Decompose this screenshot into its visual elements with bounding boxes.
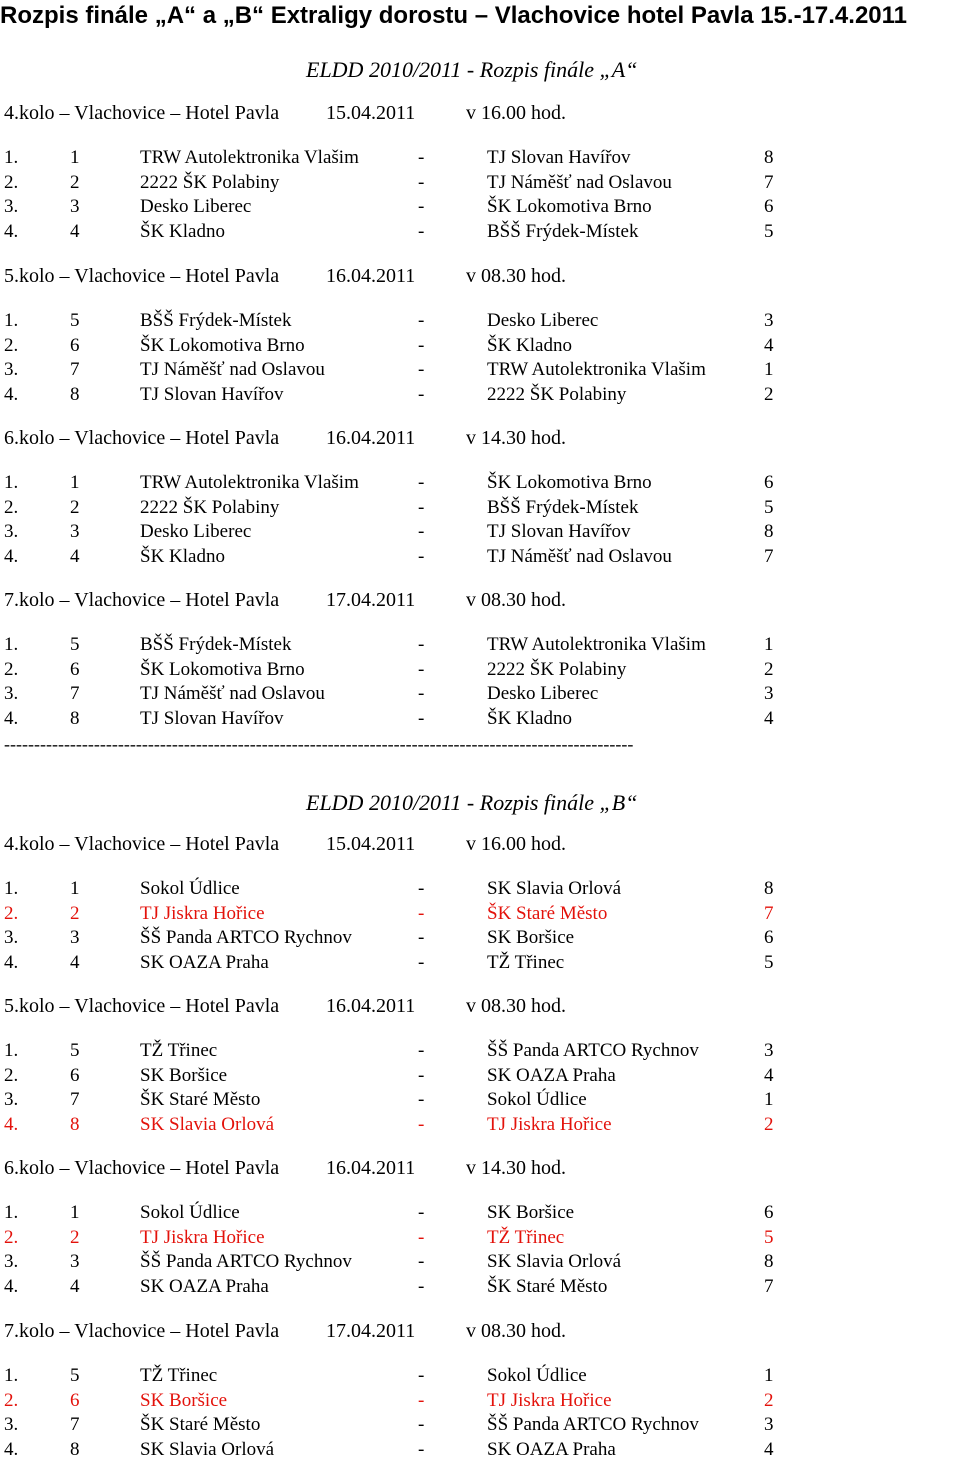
round-time: v 14.30 hod.	[466, 1157, 566, 1179]
match-row	[4, 1251, 804, 1275]
match-dash: -	[418, 196, 425, 218]
match-dash: -	[418, 1439, 425, 1461]
home-team: Sokol Údlice	[140, 1202, 240, 1223]
match-dash: -	[418, 1114, 425, 1136]
away-seed: 7	[764, 546, 774, 568]
match-number: 4.	[4, 1276, 19, 1298]
away-team: BŠŠ Frýdek-Místek	[487, 496, 639, 518]
match-row	[4, 1202, 804, 1226]
match-dash: -	[418, 1365, 425, 1386]
away-seed: 6	[764, 927, 774, 949]
section-heading: ELDD 2010/2011 - Rozpis finále „B“	[306, 790, 638, 815]
home-seed: 6	[70, 658, 80, 680]
away-seed: 6	[764, 1202, 774, 1223]
match-number: 1.	[4, 1365, 19, 1386]
match-number: 2.	[4, 658, 19, 680]
away-seed: 8	[764, 147, 774, 168]
away-team: Sokol Údlice	[487, 1089, 587, 1111]
match-number: 1.	[4, 1202, 19, 1223]
match-row	[4, 221, 804, 245]
home-seed: 3	[70, 196, 80, 218]
match-row	[4, 1040, 804, 1064]
home-team: ŠK Lokomotiva Brno	[140, 658, 305, 680]
section-separator: ---------------------------------------------------------------------------------------------------------	[4, 734, 634, 754]
away-seed: 7	[764, 171, 774, 193]
home-seed: 7	[70, 359, 80, 381]
match-row	[4, 1227, 804, 1251]
match-row	[4, 335, 804, 359]
away-team: Desko Liberec	[487, 310, 599, 331]
match-dash: -	[418, 634, 425, 655]
home-seed: 8	[70, 1114, 80, 1136]
away-team: TJ Jiskra Hořice	[487, 1389, 612, 1411]
home-seed: 8	[70, 1439, 80, 1461]
away-team: SK OAZA Praha	[487, 1064, 616, 1086]
match-dash: -	[418, 496, 425, 518]
match-number: 1.	[4, 1040, 19, 1061]
round-time: v 14.30 hod.	[466, 427, 566, 449]
away-team: ŠK Staré Město	[487, 1276, 608, 1298]
home-seed: 4	[70, 546, 80, 568]
section-heading: ELDD 2010/2011 - Rozpis finále „A“	[306, 57, 638, 82]
round-label: 5.kolo – Vlachovice – Hotel Pavla	[4, 995, 280, 1017]
home-seed: 2	[70, 171, 80, 193]
away-team: ŠK Staré Město	[487, 902, 608, 924]
home-seed: 1	[70, 472, 80, 493]
home-team: SK Boršice	[140, 1389, 228, 1411]
home-team: 2222 ŠK Polabiny	[140, 171, 280, 193]
away-seed: 5	[764, 496, 774, 518]
away-team: ŠK Kladno	[487, 334, 572, 356]
round-label: 4.kolo – Vlachovice – Hotel Pavla	[4, 102, 280, 124]
home-seed: 1	[70, 147, 80, 168]
round-time: v 08.30 hod.	[466, 265, 566, 287]
match-number: 3.	[4, 521, 19, 543]
home-seed: 8	[70, 384, 80, 406]
home-team: TŽ Třinec	[140, 1365, 218, 1386]
match-number: 4.	[4, 384, 19, 406]
match-number: 3.	[4, 359, 19, 381]
home-team: Sokol Údlice	[140, 878, 240, 899]
away-seed: 1	[764, 359, 774, 381]
match-number: 3.	[4, 1414, 19, 1436]
match-number: 4.	[4, 1114, 19, 1136]
away-seed: 3	[764, 1414, 774, 1436]
away-team: ŠŠ Panda ARTCO Rychnov	[487, 1040, 699, 1061]
match-number: 2.	[4, 334, 19, 356]
match-row	[4, 1439, 804, 1463]
away-seed: 6	[764, 196, 774, 218]
match-row	[4, 546, 804, 570]
match-row	[4, 659, 804, 683]
round-date: 16.04.2011	[326, 995, 416, 1017]
match-dash: -	[418, 902, 425, 924]
match-dash: -	[418, 310, 425, 331]
match-dash: -	[418, 334, 425, 356]
home-seed: 8	[70, 708, 80, 730]
match-dash: -	[418, 1389, 425, 1411]
match-dash: -	[418, 521, 425, 543]
match-row	[4, 878, 804, 902]
away-seed: 3	[764, 310, 774, 331]
home-team: TJ Náměšť nad Oslavou	[140, 359, 325, 381]
away-seed: 7	[764, 1276, 774, 1298]
round-label: 6.kolo – Vlachovice – Hotel Pavla	[4, 1157, 280, 1179]
match-number: 1.	[4, 472, 19, 493]
away-team: TJ Slovan Havířov	[487, 147, 631, 168]
home-seed: 6	[70, 1064, 80, 1086]
away-team: 2222 ŠK Polabiny	[487, 658, 627, 680]
match-row	[4, 903, 804, 927]
away-seed: 8	[764, 1251, 774, 1273]
match-row	[4, 1114, 804, 1138]
match-dash: -	[418, 546, 425, 568]
round-date: 17.04.2011	[326, 1320, 416, 1342]
round-label: 7.kolo – Vlachovice – Hotel Pavla	[4, 589, 280, 611]
away-seed: 3	[764, 683, 774, 705]
away-team: TŽ Třinec	[487, 1226, 565, 1248]
match-dash: -	[418, 683, 425, 705]
match-row	[4, 683, 804, 707]
match-row	[4, 1065, 804, 1089]
match-dash: -	[418, 658, 425, 680]
match-number: 3.	[4, 927, 19, 949]
match-number: 2.	[4, 496, 19, 518]
round-label: 4.kolo – Vlachovice – Hotel Pavla	[4, 833, 280, 855]
match-row	[4, 472, 804, 496]
away-team: TRW Autolektronika Vlašim	[487, 359, 706, 381]
home-seed: 5	[70, 310, 80, 331]
home-team: SK Boršice	[140, 1064, 228, 1086]
round-date: 16.04.2011	[326, 1157, 416, 1179]
home-team: BŠŠ Frýdek-Místek	[140, 634, 292, 655]
home-team: ŠŠ Panda ARTCO Rychnov	[140, 927, 352, 949]
match-number: 1.	[4, 878, 19, 899]
match-dash: -	[418, 147, 425, 168]
home-seed: 2	[70, 1226, 80, 1248]
home-team: 2222 ŠK Polabiny	[140, 496, 280, 518]
away-team: TJ Slovan Havířov	[487, 521, 631, 543]
match-row	[4, 1390, 804, 1414]
away-team: ŠK Kladno	[487, 708, 572, 730]
home-seed: 4	[70, 952, 80, 974]
away-seed: 3	[764, 1040, 774, 1061]
home-seed: 6	[70, 334, 80, 356]
match-row	[4, 196, 804, 220]
away-team: SK Boršice	[487, 1202, 575, 1223]
away-seed: 4	[764, 1064, 774, 1086]
match-row	[4, 384, 804, 408]
away-seed: 8	[764, 878, 774, 899]
home-team: TJ Slovan Havířov	[140, 384, 284, 406]
match-number: 4.	[4, 952, 19, 974]
home-seed: 5	[70, 1040, 80, 1061]
home-seed: 4	[70, 221, 80, 243]
home-team: SK OAZA Praha	[140, 952, 269, 974]
home-seed: 1	[70, 1202, 80, 1223]
match-dash: -	[418, 708, 425, 730]
away-team: TRW Autolektronika Vlašim	[487, 634, 706, 655]
match-dash: -	[418, 1202, 425, 1223]
home-team: ŠŠ Panda ARTCO Rychnov	[140, 1251, 352, 1273]
match-row	[4, 1365, 804, 1389]
match-number: 2.	[4, 1389, 19, 1411]
match-row	[4, 708, 804, 732]
match-number: 1.	[4, 310, 19, 331]
match-number: 4.	[4, 546, 19, 568]
away-seed: 5	[764, 952, 774, 974]
away-seed: 2	[764, 1389, 774, 1411]
away-seed: 2	[764, 384, 774, 406]
home-team: Desko Liberec	[140, 196, 252, 218]
away-team: SK Slavia Orlová	[487, 878, 622, 899]
round-date: 16.04.2011	[326, 427, 416, 449]
match-number: 2.	[4, 902, 19, 924]
match-dash: -	[418, 927, 425, 949]
round-date: 15.04.2011	[326, 833, 416, 855]
away-team: TJ Náměšť nad Oslavou	[487, 546, 672, 568]
match-dash: -	[418, 1276, 425, 1298]
match-dash: -	[418, 221, 425, 243]
away-team: ŠK Lokomotiva Brno	[487, 472, 652, 493]
match-number: 2.	[4, 1064, 19, 1086]
away-team: ŠK Lokomotiva Brno	[487, 196, 652, 218]
home-team: ŠK Staré Město	[140, 1089, 261, 1111]
match-dash: -	[418, 359, 425, 381]
home-seed: 3	[70, 927, 80, 949]
away-team: Desko Liberec	[487, 683, 599, 705]
match-dash: -	[418, 878, 425, 899]
home-seed: 7	[70, 683, 80, 705]
away-seed: 2	[764, 658, 774, 680]
round-label: 7.kolo – Vlachovice – Hotel Pavla	[4, 1320, 280, 1342]
home-seed: 5	[70, 634, 80, 655]
away-team: 2222 ŠK Polabiny	[487, 384, 627, 406]
home-team: TJ Jiskra Hořice	[140, 902, 265, 924]
match-dash: -	[418, 384, 425, 406]
home-seed: 3	[70, 1251, 80, 1273]
round-date: 15.04.2011	[326, 102, 416, 124]
away-team: Sokol Údlice	[487, 1365, 587, 1386]
match-row	[4, 310, 804, 334]
match-number: 2.	[4, 1226, 19, 1248]
home-seed: 7	[70, 1089, 80, 1111]
match-row	[4, 521, 804, 545]
match-row	[4, 1414, 804, 1438]
match-row	[4, 952, 804, 976]
round-time: v 16.00 hod.	[466, 833, 566, 855]
match-dash: -	[418, 1064, 425, 1086]
away-seed: 7	[764, 902, 774, 924]
home-team: ŠK Kladno	[140, 221, 225, 243]
away-team: SK OAZA Praha	[487, 1439, 616, 1461]
match-number: 3.	[4, 683, 19, 705]
away-seed: 6	[764, 472, 774, 493]
match-row	[4, 634, 804, 658]
home-seed: 3	[70, 521, 80, 543]
home-team: SK OAZA Praha	[140, 1276, 269, 1298]
home-team: TŽ Třinec	[140, 1040, 218, 1061]
home-team: TJ Jiskra Hořice	[140, 1226, 265, 1248]
round-time: v 08.30 hod.	[466, 589, 566, 611]
home-seed: 6	[70, 1389, 80, 1411]
match-row	[4, 497, 804, 521]
match-dash: -	[418, 171, 425, 193]
home-team: BŠŠ Frýdek-Místek	[140, 310, 292, 331]
round-time: v 08.30 hod.	[466, 995, 566, 1017]
away-seed: 1	[764, 634, 774, 655]
match-number: 1.	[4, 634, 19, 655]
away-team: SK Boršice	[487, 927, 575, 949]
away-seed: 1	[764, 1089, 774, 1111]
match-dash: -	[418, 1226, 425, 1248]
round-label: 5.kolo – Vlachovice – Hotel Pavla	[4, 265, 280, 287]
round-date: 16.04.2011	[326, 265, 416, 287]
away-seed: 4	[764, 1439, 774, 1461]
away-seed: 4	[764, 708, 774, 730]
match-number: 4.	[4, 1439, 19, 1461]
match-number: 3.	[4, 1251, 19, 1273]
page-title: Rozpis finále „A“ a „B“ Extraligy dorostu – Vlachovice hotel Pavla 15.-17.4.2011	[0, 2, 908, 29]
match-number: 2.	[4, 171, 19, 193]
away-team: TŽ Třinec	[487, 952, 565, 974]
away-seed: 1	[764, 1365, 774, 1386]
match-number: 3.	[4, 1089, 19, 1111]
home-team: TJ Slovan Havířov	[140, 708, 284, 730]
match-number: 4.	[4, 221, 19, 243]
match-row	[4, 1089, 804, 1113]
home-team: TJ Náměšť nad Oslavou	[140, 683, 325, 705]
match-dash: -	[418, 1040, 425, 1061]
match-dash: -	[418, 1251, 425, 1273]
match-dash: -	[418, 472, 425, 493]
match-number: 3.	[4, 196, 19, 218]
home-team: SK Slavia Orlová	[140, 1114, 275, 1136]
match-dash: -	[418, 952, 425, 974]
round-date: 17.04.2011	[326, 589, 416, 611]
round-time: v 16.00 hod.	[466, 102, 566, 124]
match-dash: -	[418, 1414, 425, 1436]
home-team: ŠK Lokomotiva Brno	[140, 334, 305, 356]
match-row	[4, 359, 804, 383]
away-seed: 2	[764, 1114, 774, 1136]
home-seed: 7	[70, 1414, 80, 1436]
match-row	[4, 172, 804, 196]
home-seed: 4	[70, 1276, 80, 1298]
match-row	[4, 927, 804, 951]
away-seed: 8	[764, 521, 774, 543]
away-team: TJ Náměšť nad Oslavou	[487, 171, 672, 193]
home-team: ŠK Staré Město	[140, 1414, 261, 1436]
away-team: BŠŠ Frýdek-Místek	[487, 221, 639, 243]
away-team: TJ Jiskra Hořice	[487, 1114, 612, 1136]
home-seed: 2	[70, 496, 80, 518]
home-team: TRW Autolektronika Vlašim	[140, 472, 359, 493]
away-team: SK Slavia Orlová	[487, 1251, 622, 1273]
home-seed: 5	[70, 1365, 80, 1386]
home-seed: 1	[70, 878, 80, 899]
away-seed: 5	[764, 221, 774, 243]
match-row	[4, 1276, 804, 1300]
match-row	[4, 147, 804, 171]
match-number: 4.	[4, 708, 19, 730]
home-team: TRW Autolektronika Vlašim	[140, 147, 359, 168]
home-seed: 2	[70, 902, 80, 924]
away-seed: 5	[764, 1226, 774, 1248]
match-number: 1.	[4, 147, 19, 168]
home-team: SK Slavia Orlová	[140, 1439, 275, 1461]
away-seed: 4	[764, 334, 774, 356]
away-team: ŠŠ Panda ARTCO Rychnov	[487, 1414, 699, 1436]
match-dash: -	[418, 1089, 425, 1111]
round-time: v 08.30 hod.	[466, 1320, 566, 1342]
home-team: ŠK Kladno	[140, 546, 225, 568]
home-team: Desko Liberec	[140, 521, 252, 543]
round-label: 6.kolo – Vlachovice – Hotel Pavla	[4, 427, 280, 449]
